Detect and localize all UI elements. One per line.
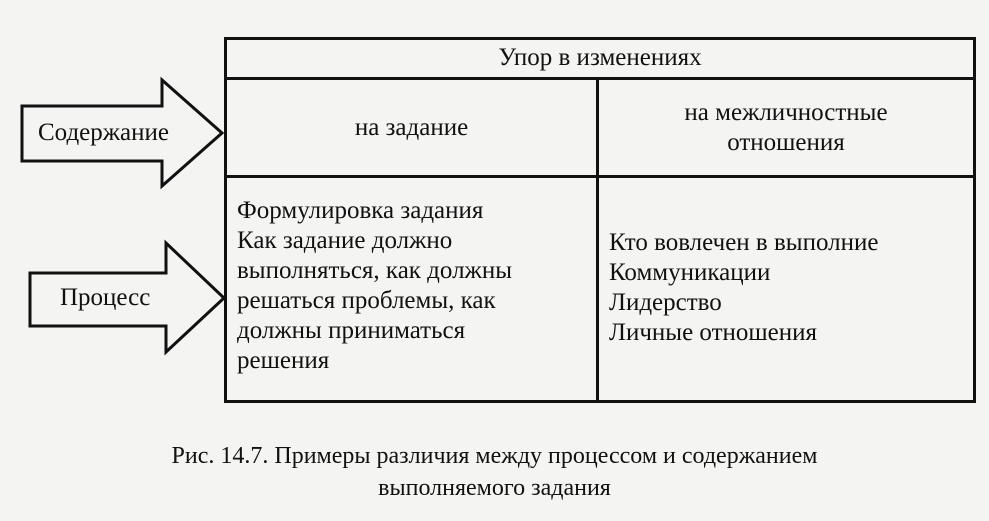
- interpersonal-process-cell: [599, 178, 973, 400]
- interpersonal-line: Кто вовлечен в выполние: [609, 229, 879, 256]
- column-header-interpersonal: [599, 80, 973, 178]
- interpersonal-line: Личные отношения: [609, 319, 818, 346]
- task-line: выполняться, как должны: [237, 257, 512, 284]
- column-header-interpersonal-line: на межличностные: [684, 98, 888, 126]
- caption-line: Рис. 14.7. Примеры различия между процессом и содержанием: [171, 443, 818, 469]
- process-arrow-label: Процесс: [60, 284, 151, 311]
- task-line: Формулировка задания: [237, 197, 484, 224]
- table-header: Упор в изменениях: [227, 40, 973, 80]
- interpersonal-line: Коммуникации: [609, 259, 771, 286]
- column-header-task: [227, 80, 599, 178]
- caption-line: выполняемого задания: [378, 475, 611, 501]
- interpersonal-line: Лидерство: [609, 289, 722, 316]
- column-header-task-label: на задание: [354, 113, 469, 141]
- changes-table: [224, 37, 976, 403]
- task-process-cell: [227, 178, 599, 400]
- task-line: Как задание должно: [237, 227, 453, 254]
- column-header-interpersonal-line: отношения: [727, 128, 845, 156]
- task-line: решения: [237, 347, 330, 374]
- task-line: решаться проблемы, как: [237, 287, 496, 314]
- content-arrow-label: Содержание: [38, 119, 169, 146]
- figure-caption: [0, 440, 989, 504]
- task-line: должны приниматься: [237, 317, 466, 344]
